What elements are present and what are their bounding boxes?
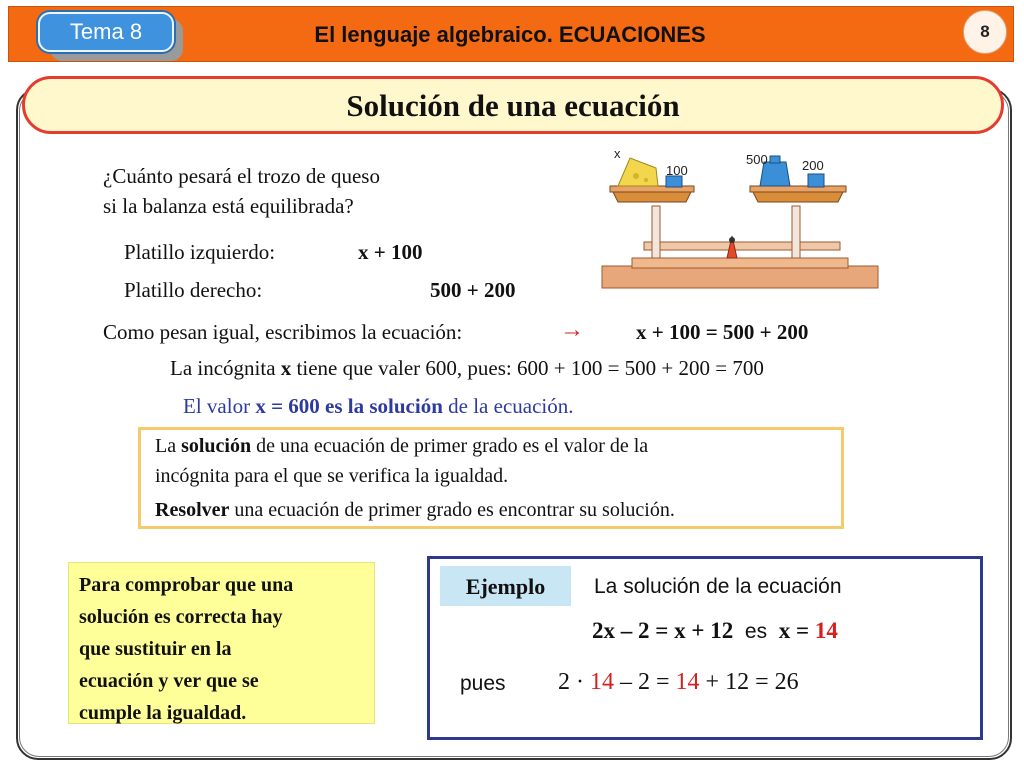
example-pues: pues (460, 672, 506, 695)
left-weight-label: 100 (666, 163, 688, 178)
right-weight-small (808, 174, 824, 187)
right-pan-label: Platillo derecho: (124, 278, 263, 302)
problem-line-1: ¿Cuánto pesará el trozo de queso (103, 164, 380, 188)
right-weight-big-label: 500 (746, 152, 768, 167)
left-pan-label: Platillo izquierdo: (124, 240, 276, 264)
right-pan-expression: 500 + 200 (430, 278, 516, 302)
note-line-4: ecuación y ver que se (79, 670, 259, 692)
scale-beam (644, 242, 840, 250)
scale-base (602, 266, 878, 288)
left-post (652, 206, 660, 258)
balance-scale-illustration (596, 142, 884, 292)
header-title: El lenguaje algebraico. ECUACIONES (314, 22, 706, 47)
problem-line-2: si la balanza está equilibrada? (103, 194, 354, 218)
topic-badge[interactable]: Tema 8 (38, 12, 174, 52)
example-tag: Ejemplo (440, 566, 571, 606)
note-box (68, 562, 375, 724)
equation-intro: Como pesan igual, escribimos la ecuación: (103, 320, 463, 344)
slide-title: Solución de una ecuación (22, 76, 1004, 134)
unknown-explanation: La incógnita x tiene que valer 600, pues: 600 + 100 = 500 + 200 = 700 (170, 356, 764, 380)
right-weight-small-label: 200 (802, 158, 824, 173)
scale-pivot (729, 237, 735, 243)
left-pan-expression: x + 100 (358, 240, 423, 264)
note-line-2: solución es correcta hay (79, 606, 283, 628)
definition-line-1: La solución de una ecuación de primer grado es el valor de la (155, 435, 649, 457)
solution-statement: El valor x = 600 es la solución de la ecuación. (183, 394, 574, 418)
note-line-3: que sustituir en la (79, 638, 232, 660)
arrow-right-icon: → (560, 317, 584, 343)
unknown-label: x (614, 146, 621, 161)
cheese-icon (618, 158, 658, 186)
example-check: 2 · 14 – 2 = 14 + 12 = 26 (558, 669, 799, 695)
definition-line-3: Resolver una ecuación de primer grado es encontrar su solución. (155, 499, 675, 521)
right-post (792, 206, 800, 258)
definition-line-2: incógnita para el que se verifica la igualdad. (155, 465, 509, 487)
note-line-5: cumple la igualdad. (79, 702, 247, 724)
page-number: 8 (963, 10, 1007, 54)
example-equation: 2x – 2 = x + 12 es x = 14 (592, 618, 838, 643)
scale-base-top (632, 258, 848, 268)
equation: x + 100 = 500 + 200 (636, 320, 809, 344)
example-intro: La solución de la ecuación (594, 575, 842, 598)
note-line-1: Para comprobar que una (79, 574, 294, 596)
